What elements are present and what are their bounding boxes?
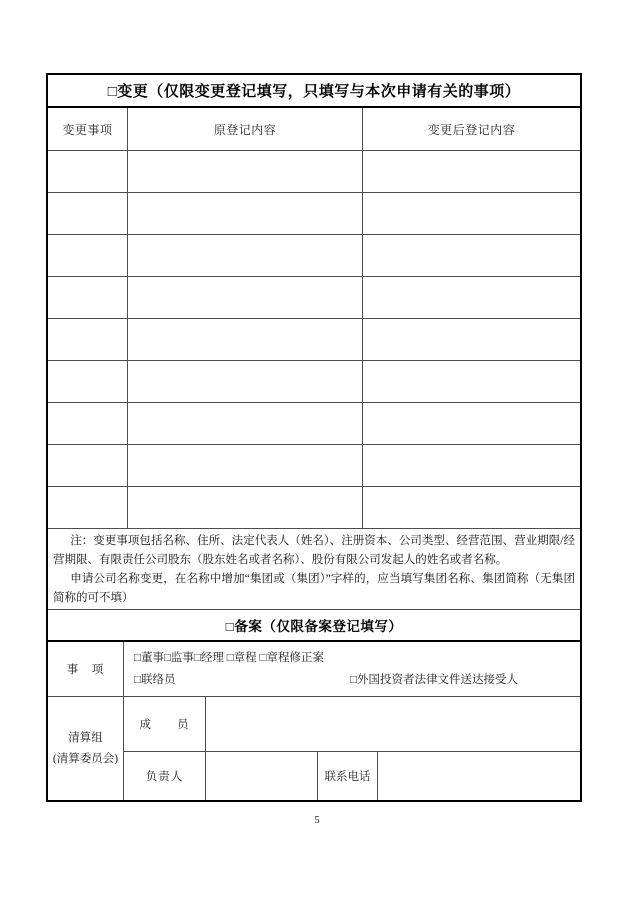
table-row bbox=[48, 319, 580, 361]
after-content-cell bbox=[363, 361, 580, 402]
phone-label: 联系电话 bbox=[318, 752, 378, 800]
after-content-cell bbox=[363, 319, 580, 360]
members-label: 成 员 bbox=[124, 697, 206, 751]
leader-value-cell bbox=[206, 752, 318, 800]
change-item-cell bbox=[48, 193, 128, 234]
original-content-cell bbox=[128, 151, 363, 192]
members-row bbox=[124, 697, 580, 752]
filing-section-title: □备案（仅限备案登记填写） bbox=[48, 610, 580, 642]
liquidation-group-rows bbox=[124, 697, 580, 800]
liquidation-group-block bbox=[48, 697, 580, 800]
change-item-cell bbox=[48, 487, 128, 528]
liaison-checkbox-label: □联络员 bbox=[134, 673, 176, 686]
members-value-cell bbox=[206, 697, 580, 751]
leader-label: 负责人 bbox=[124, 752, 206, 800]
after-content-cell bbox=[363, 487, 580, 528]
after-content-cell bbox=[363, 193, 580, 234]
change-item-cell bbox=[48, 277, 128, 318]
change-table-header-row bbox=[48, 108, 580, 151]
liquidation-group-label bbox=[48, 697, 124, 800]
column-header-change-item: 变更事项 bbox=[48, 108, 128, 150]
change-item-cell bbox=[48, 361, 128, 402]
foreign-investor-checkbox-label: □外国投资者法律文件送达接受人 bbox=[350, 673, 518, 686]
change-item-cell bbox=[48, 445, 128, 486]
table-row bbox=[48, 487, 580, 529]
table-row bbox=[48, 151, 580, 193]
filing-items-label: 事 项 bbox=[48, 642, 124, 696]
note-paragraph-2: 申请公司名称变更，在名称中增加“集团或（集团）”字样的，应当填写集团名称、集团简称（无集团简称的可不填） bbox=[53, 573, 575, 604]
column-header-after-content: 变更后登记内容 bbox=[427, 122, 516, 137]
table-row bbox=[48, 445, 580, 487]
original-content-cell bbox=[128, 319, 363, 360]
original-content-cell bbox=[128, 193, 363, 234]
after-content-cell bbox=[363, 403, 580, 444]
phone-value-cell bbox=[378, 752, 580, 800]
table-row bbox=[48, 235, 580, 277]
change-item-cell bbox=[48, 151, 128, 192]
filing-checkbox-line-2 bbox=[134, 671, 580, 687]
leader-row bbox=[124, 752, 580, 800]
after-content-cell bbox=[363, 277, 580, 318]
after-content-cell bbox=[363, 445, 580, 486]
change-item-cell bbox=[48, 319, 128, 360]
after-content-cell bbox=[363, 235, 580, 276]
change-table-body bbox=[48, 151, 580, 529]
original-content-cell bbox=[128, 445, 363, 486]
original-content-cell bbox=[128, 487, 363, 528]
change-section-note bbox=[48, 529, 580, 610]
table-row bbox=[48, 403, 580, 445]
original-content-cell bbox=[128, 277, 363, 318]
original-content-cell bbox=[128, 361, 363, 402]
original-content-cell bbox=[128, 403, 363, 444]
registration-form-table bbox=[46, 73, 582, 802]
column-header-original-content: 原登记内容 bbox=[128, 108, 363, 150]
original-content-cell bbox=[128, 235, 363, 276]
change-item-cell bbox=[48, 403, 128, 444]
table-row bbox=[48, 277, 580, 319]
filing-items-content bbox=[124, 642, 580, 696]
change-section-title: □变更（仅限变更登记填写，只填写与本次申请有关的事项） bbox=[48, 75, 580, 108]
liquidation-label-line-2: (清算委员会) bbox=[52, 752, 119, 765]
page-number: 5 bbox=[314, 815, 320, 826]
filing-checkbox-line-1: □董事□监事□经理 □章程 □章程修正案 bbox=[134, 652, 324, 665]
table-row bbox=[48, 193, 580, 235]
note-paragraph-1: 注：变更事项包括名称、住所、法定代表人（姓名）、注册资本、公司类型、经营范围、营业期限/经营期限、有限责任公司股东（股东姓名或者名称）、股份有限公司发起人的姓名或者名称。 bbox=[53, 535, 575, 566]
liquidation-label-line-1: 清算组 bbox=[68, 731, 103, 744]
after-content-cell bbox=[363, 151, 580, 192]
change-item-cell bbox=[48, 235, 128, 276]
filing-items-row bbox=[48, 642, 580, 697]
table-row bbox=[48, 361, 580, 403]
